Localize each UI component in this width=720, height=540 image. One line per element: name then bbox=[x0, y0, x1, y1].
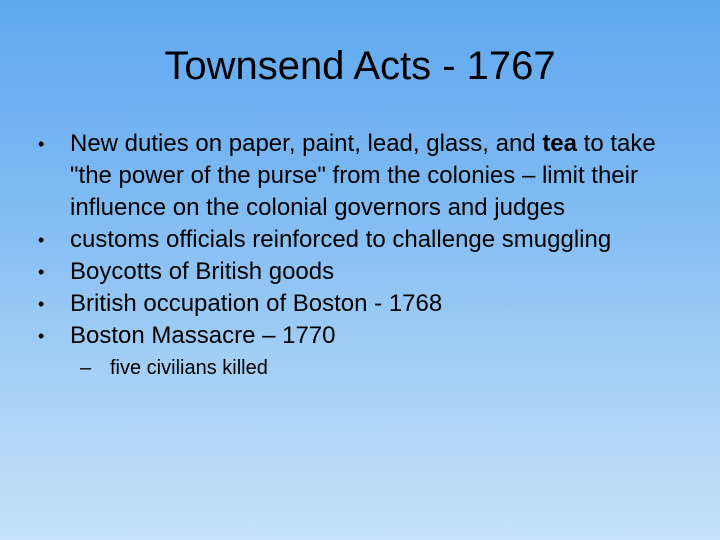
bullet-list bbox=[36, 128, 686, 382]
bullet-icon: • bbox=[38, 262, 45, 282]
bullet-item-occupation bbox=[36, 288, 686, 320]
sub-bullet-text: five civilians killed bbox=[110, 357, 268, 379]
bullet-text: Boycotts of British goods bbox=[70, 258, 335, 285]
bullet-item-boycotts bbox=[36, 256, 686, 288]
bullet-text-part: to take "the power of the purse" from the colonies – limit their influence on the colonial governors and judges bbox=[70, 130, 656, 221]
slide-title: Townsend Acts - 1767 bbox=[164, 44, 556, 88]
bullet-bold-word: tea bbox=[542, 130, 577, 157]
bullet-text: British occupation of Boston - 1768 bbox=[70, 290, 443, 317]
bullet-item-new-duties bbox=[36, 128, 686, 224]
bullet-icon: • bbox=[38, 134, 45, 154]
bullet-text-part: New duties on paper, paint, lead, glass, and bbox=[70, 130, 543, 157]
bullet-text: customs officials reinforced to challenge smuggling bbox=[70, 226, 612, 253]
sub-bullet-item bbox=[70, 354, 686, 382]
bullet-icon: • bbox=[38, 326, 45, 346]
bullet-item-massacre bbox=[36, 320, 686, 382]
bullet-item-customs bbox=[36, 224, 686, 256]
bullet-icon: • bbox=[38, 294, 45, 314]
bullet-icon: • bbox=[38, 230, 45, 250]
dash-icon: – bbox=[80, 357, 92, 379]
sub-bullet-list bbox=[70, 354, 686, 382]
bullet-text: Boston Massacre – 1770 bbox=[70, 322, 336, 349]
